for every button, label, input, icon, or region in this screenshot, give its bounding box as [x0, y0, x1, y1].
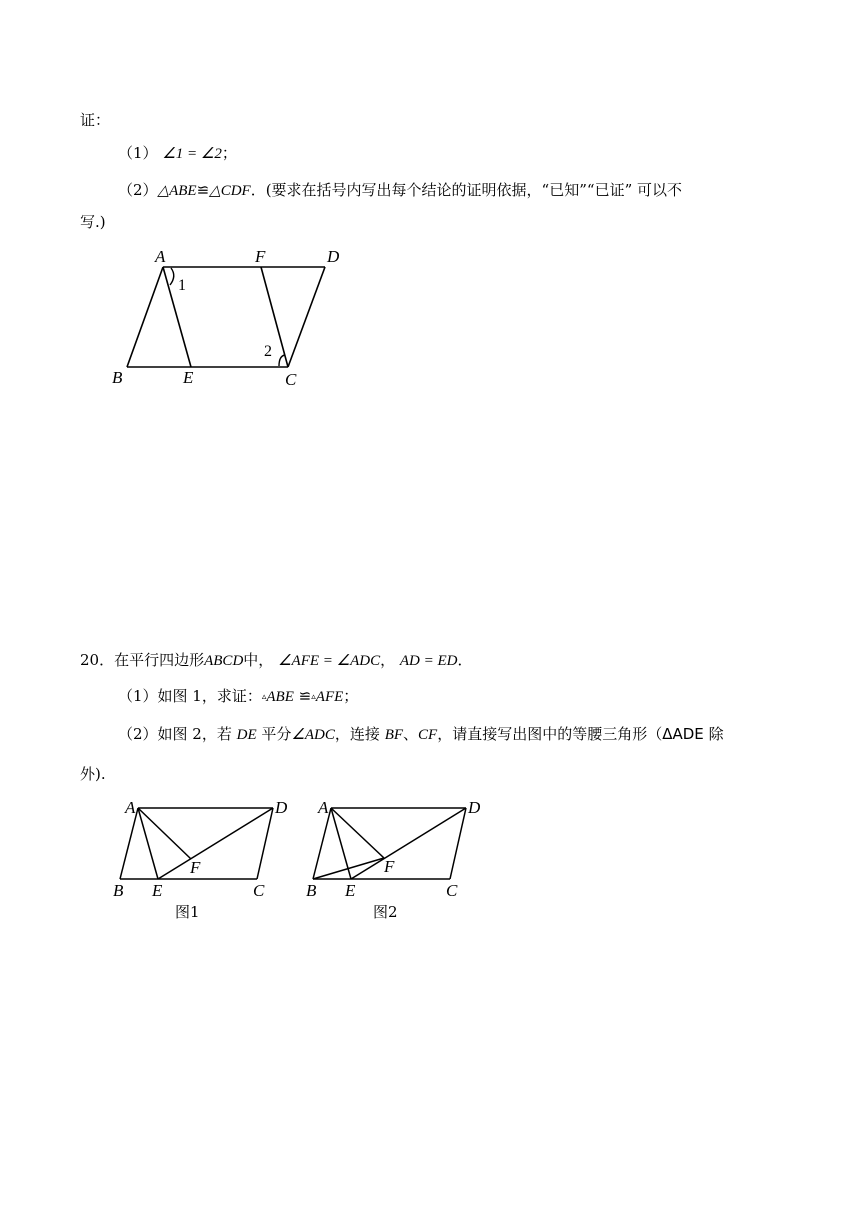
p20f2-segment-DC	[450, 808, 466, 879]
p20f1-label-C: C	[253, 881, 265, 900]
p20f2-segment-AF	[331, 808, 384, 858]
p20-part2-c: ，连接	[334, 725, 380, 743]
p19-segment-AB	[127, 267, 163, 367]
p20-part2-e: 除	[708, 725, 724, 743]
p19-figure	[105, 240, 355, 390]
p20-figure2	[300, 796, 500, 926]
p20-part1-a: （1）如图 1，求证：	[118, 687, 262, 705]
p20-part2-a: （2）如图 2，若	[118, 725, 232, 743]
p20-part2-sep: 、	[403, 725, 419, 743]
p19-label-angle2: 2	[264, 343, 272, 360]
small-triangle-icon: ▵	[261, 692, 267, 702]
p19-part1-prefix: （1）	[118, 144, 158, 162]
p20f2-label-C: C	[446, 881, 458, 900]
p20-stem-cond2: AD = ED	[399, 653, 458, 669]
p19-angle2-arc	[279, 355, 285, 366]
p19-label-A: A	[155, 247, 166, 266]
p20-stem-cond1: ∠AFE = ∠ADC	[278, 653, 381, 669]
p19-part2-wrap: 写.)	[80, 213, 106, 231]
p19-part1-suffix: ；	[221, 144, 237, 162]
p19-label-angle1: 1	[178, 277, 186, 294]
p20-part2	[118, 724, 724, 745]
p19-label-B: B	[112, 368, 123, 387]
p20-stem-a: 在平行四边形	[114, 651, 205, 669]
p20-part2-d: ，请直接写出图中的等腰三角形（	[437, 725, 663, 743]
p19-part2-tri1: △ABE	[157, 183, 197, 199]
p19-angle1-arc	[170, 268, 174, 285]
p20-number: 20．	[80, 651, 115, 669]
p19-part2-rest: ．(要求在括号内写出每个结论的证明依据，“已知”“已证” 可以不	[250, 181, 682, 199]
p20f2-caption: 图2	[373, 903, 398, 921]
p19-label-F: F	[255, 247, 266, 266]
p20-part2-cf: CF	[418, 727, 438, 743]
p20-stem-end: ．	[457, 651, 473, 669]
p20-part2-b: 平分	[261, 725, 292, 743]
p19-part1	[118, 143, 237, 164]
p20-stem-abcd: ABCD	[204, 653, 244, 669]
p20f1-label-E: E	[152, 881, 163, 900]
p20-part2-angle: ∠ADC	[291, 727, 335, 743]
p20-part1	[118, 686, 358, 707]
p20f1-label-A: A	[125, 798, 136, 817]
p20f1-caption: 图1	[175, 903, 200, 921]
p19-part1-math: ∠1 = ∠2	[162, 146, 222, 162]
p20f1-label-F: F	[190, 858, 201, 877]
p19-label-C: C	[285, 370, 297, 389]
p19-segment-DC	[288, 267, 325, 367]
p20-stem-comma: ，	[380, 651, 396, 669]
p20f2-label-A: A	[318, 798, 329, 817]
p20-part2-de: DE	[236, 727, 257, 743]
p19-part2-prefix: （2）	[118, 181, 158, 199]
p20-figure1	[105, 796, 305, 926]
p20-part2-wrap: 外).	[80, 765, 106, 783]
p19-part2	[118, 180, 682, 201]
p19-part2-tri2: △CDF	[209, 183, 251, 199]
p20-part1-tri1: ABE	[266, 689, 294, 705]
p20f2-segment-BF	[313, 858, 384, 879]
p20-part1-end: ；	[343, 687, 359, 705]
small-triangle-icon: ▵	[311, 692, 316, 702]
p20-part2-bf: BF	[384, 727, 404, 743]
p20-part1-cong: ≌	[298, 687, 312, 705]
p19-label-E: E	[183, 368, 194, 387]
p19-label-D: D	[327, 247, 340, 266]
p20-stem-b: 中，	[243, 651, 274, 669]
p19-segment-AE	[163, 267, 191, 367]
p20f1-segment-DC	[257, 808, 273, 879]
p19-part2-cong: ≌	[196, 181, 210, 199]
p20-part2-ade: ΔADE	[662, 725, 704, 743]
p20f2-label-D: D	[468, 798, 481, 817]
p20f2-label-E: E	[345, 881, 356, 900]
p20f1-segment-AB	[120, 808, 138, 879]
p20f2-segment-AB	[313, 808, 331, 879]
p19-intro: 证：	[80, 111, 111, 129]
p20f2-label-B: B	[306, 881, 317, 900]
p20f2-label-F: F	[384, 857, 395, 876]
p20f1-label-D: D	[275, 798, 288, 817]
p20-part1-tri2: AFE	[315, 689, 344, 705]
p20f1-label-B: B	[113, 881, 124, 900]
p20-stem	[80, 650, 473, 671]
